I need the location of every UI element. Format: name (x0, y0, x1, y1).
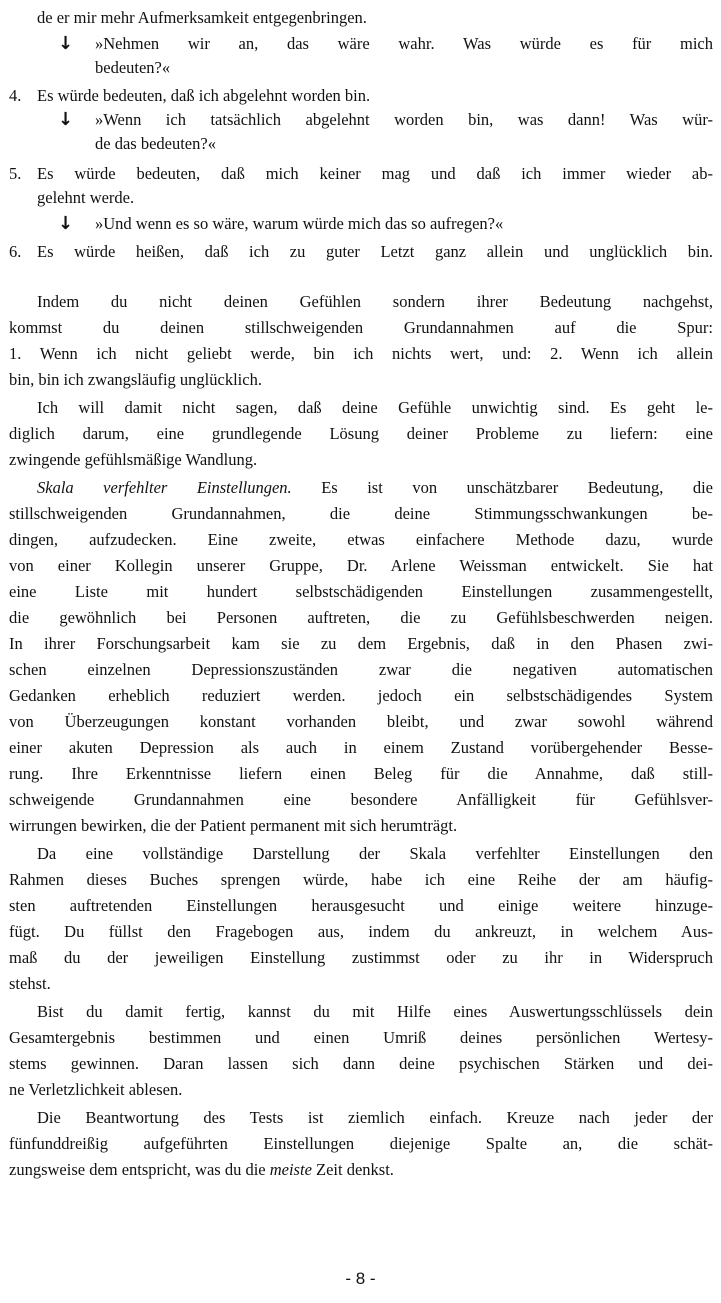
paragraph-3-line-10: von Überzeugungen konstant vorhanden bleibt, und zwar sowohl während (9, 712, 713, 731)
list-number-5: 5. (9, 164, 22, 183)
paragraph-1-line-4: bin, bin ich zwangsläufig unglücklich. (9, 370, 262, 389)
arrow-question-3-line-1: »Und wenn es so wäre, warum würde mich das so aufregen?« (95, 214, 504, 233)
paragraph-6-line-1: Die Beantwortung des Tests ist ziemlich einfach. Kreuze nach jeder der (37, 1108, 713, 1127)
paragraph-6-line-3-end: Zeit denkst. (316, 1160, 394, 1179)
down-arrow-icon: ↓ (58, 213, 74, 234)
paragraph-6-line-3 (9, 1160, 394, 1180)
down-arrow-icon: ↓ (58, 109, 74, 130)
down-arrow-icon: ↓ (58, 33, 74, 54)
list-continuation-line: de er mir mehr Aufmerksamkeit entgegenbringen. (37, 8, 367, 27)
paragraph-4-line-3: sten auftretenden Einstellungen herausgesucht und einige weitere hinzuge- (9, 896, 713, 915)
list-item-5-line-1: Es würde bedeuten, daß mich keiner mag und daß ich immer wieder ab- (37, 164, 713, 183)
paragraph-3-line-5: eine Liste mit hundert selbstschädigenden Einstellungen zusammengestellt, (9, 582, 713, 601)
paragraph-2-line-3: zwingende gefühlsmäßige Wandlung. (9, 450, 258, 469)
page-number: - 8 - (345, 1269, 376, 1288)
arrow-question-2-line-1: »Wenn ich tatsächlich abgelehnt worden bin, was dann! Was wür- (95, 110, 713, 129)
paragraph-3-line-4: von einer Kollegin unserer Gruppe, Dr. Arlene Weissman entwickelt. Sie hat (9, 556, 713, 575)
paragraph-5-line-3: stems gewinnen. Daran lassen sich dann deine psychischen Stärken und dei- (9, 1054, 713, 1073)
paragraph-5-line-2: Gesamtergebnis bestimmen und einen Umriß deines persönlichen Wertesy- (9, 1028, 713, 1047)
paragraph-3-line-3: dingen, aufzudecken. Eine zweite, etwas einfachere Methode dazu, wurde (9, 530, 713, 549)
paragraph-4-line-5: maß du der jeweiligen Einstellung zustimmst oder zu ihr in Widerspruch (9, 948, 713, 967)
list-item-6-line-1: Es würde heißen, daß ich zu guter Letzt ganz allein und unglücklich bin. (37, 242, 713, 261)
paragraph-1-line-3: 1. Wenn ich nicht geliebt werde, bin ich nichts wert, und: 2. Wenn ich allein (9, 344, 713, 363)
paragraph-3-line-1-text: Es ist von unschätzbarer Bedeutung, die (321, 478, 713, 497)
paragraph-3-line-8: schen einzelnen Depressionszuständen zwar die negativen automatischen (9, 660, 713, 679)
paragraph-2-line-1: Ich will damit nicht sagen, daß deine Gefühle unwichtig sind. Es geht le- (37, 398, 713, 417)
paragraph-3-line-11: einer akuten Depression als auch in einem Zustand vorübergehender Besse- (9, 738, 713, 757)
paragraph-2-line-2: diglich darum, eine grundlegende Lösung deiner Probleme zu liefern: eine (9, 424, 713, 443)
list-number-4: 4. (9, 86, 22, 105)
paragraph-3-line-2: stillschweigenden Grundannahmen, die deine Stimmungsschwankungen be- (9, 504, 713, 523)
paragraph-4-line-2: Rahmen dieses Buches sprengen würde, habe ich eine Reihe der am häufig- (9, 870, 713, 889)
paragraph-4-line-4: fügt. Du füllst den Fragebogen aus, indem du ankreuzt, in welchem Aus- (9, 922, 713, 941)
paragraph-3-line-14: wirrungen bewirken, die der Patient permanent mit sich herumträgt. (9, 816, 458, 835)
list-item-4-line-1: Es würde bedeuten, daß ich abgelehnt worden bin. (37, 86, 371, 105)
section-heading-italic: Skala verfehlter Einstellungen. (37, 478, 292, 497)
list-number-6: 6. (9, 242, 22, 261)
paragraph-3-line-6: die gewöhnlich bei Personen auftreten, die zu Gefühlsbeschwerden neigen. (9, 608, 713, 627)
paragraph-3-line-13: schweigende Grundannahmen eine besondere Anfälligkeit für Gefühlsver- (9, 790, 713, 809)
paragraph-1-line-2: kommst du deinen stillschweigenden Grundannahmen auf die Spur: (9, 318, 713, 337)
paragraph-5-line-4: ne Verletzlichkeit ablesen. (9, 1080, 183, 1099)
list-item-5-line-2: gelehnt werde. (37, 188, 135, 207)
paragraph-4-line-1: Da eine vollständige Darstellung der Skala verfehlter Einstellungen den (37, 844, 713, 863)
paragraph-6-line-3-text: zungsweise dem entspricht, was du die (9, 1160, 266, 1179)
paragraph-3-line-7: In ihrer Forschungsarbeit kam sie zu dem Ergebnis, daß in den Phasen zwi- (9, 634, 713, 653)
arrow-question-1-line-1: »Nehmen wir an, das wäre wahr. Was würde es für mich (95, 34, 713, 53)
emphasis-italic: meiste (269, 1160, 312, 1179)
paragraph-1-line-1: Indem du nicht deinen Gefühlen sondern ihrer Bedeutung nachgehst, (37, 292, 713, 311)
paragraph-4-line-6: stehst. (9, 974, 51, 993)
arrow-question-1-line-2: bedeuten?« (95, 58, 171, 77)
paragraph-5-line-1: Bist du damit fertig, kannst du mit Hilfe eines Auswertungsschlüssels dein (37, 1002, 713, 1021)
paragraph-3-line-12: rung. Ihre Erkenntnisse liefern einen Beleg für die Annahme, daß still- (9, 764, 713, 783)
paragraph-3-line-9: Gedanken erheblich reduziert werden. jedoch ein selbstschädigendes System (9, 686, 713, 705)
paragraph-6-line-2: fünfunddreißig aufgeführten Einstellungen diejenige Spalte an, die schät- (9, 1134, 713, 1153)
arrow-question-2-line-2: de das bedeuten?« (95, 134, 216, 153)
paragraph-3-line-1 (37, 478, 713, 498)
